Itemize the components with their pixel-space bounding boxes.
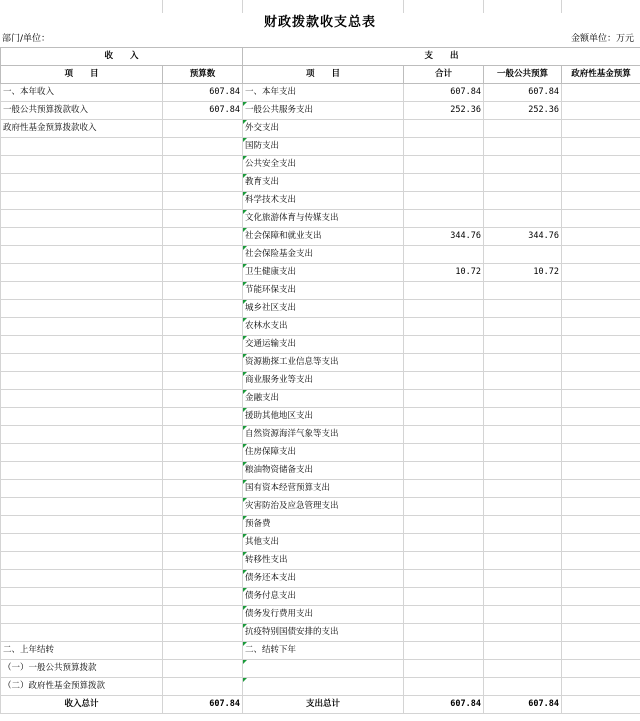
expense-item-cell: 债务付息支出 [243,588,404,606]
general-cell [484,282,562,300]
table-row [1,300,640,318]
expense-total-label: 支出总计 [243,696,404,714]
income-item-cell [1,444,163,462]
table-row [1,444,640,462]
total-cell [404,444,484,462]
budget-cell [163,534,243,552]
income-item-cell [1,264,163,282]
fund-cell [562,462,640,480]
budget-cell [163,390,243,408]
fund-cell [562,246,640,264]
table-row [1,480,640,498]
income-item-cell: 一、本年收入 [1,84,163,102]
budget-cell [163,552,243,570]
income-item-cell [1,570,163,588]
total-cell: 344.76 [404,228,484,246]
budget-cell [163,228,243,246]
fund-cell [562,498,640,516]
budget-cell [163,642,243,660]
expense-item-cell: 援助其他地区支出 [243,408,404,426]
table-row [1,516,640,534]
income-item-cell: 一般公共预算拨款收入 [1,102,163,120]
budget-cell [163,336,243,354]
general-cell [484,336,562,354]
expense-item-cell: 交通运输支出 [243,336,404,354]
total-cell [404,300,484,318]
budget-cell [163,354,243,372]
expense-item-cell: 二、结转下年 [243,642,404,660]
expense-fund-value [562,696,640,714]
budget-cell [163,426,243,444]
table-row [1,156,640,174]
expense-item-cell: 其他支出 [243,534,404,552]
income-total-value: 607.84 [163,696,243,714]
general-cell: 10.72 [484,264,562,282]
table-row [1,264,640,282]
income-item-cell [1,462,163,480]
expense-total-value: 607.84 [404,696,484,714]
expense-item-cell: 社会保险基金支出 [243,246,404,264]
income-item-cell: 二、上年结转 [1,642,163,660]
expense-item-cell [243,678,404,696]
fund-cell [562,84,640,102]
expense-item-cell: 公共安全支出 [243,156,404,174]
budget-cell [163,660,243,678]
budget-cell [163,408,243,426]
budget-cell [163,444,243,462]
total-cell [404,606,484,624]
general-cell: 344.76 [484,228,562,246]
income-section-header: 收 入 [1,48,243,66]
fund-cell [562,174,640,192]
fund-cell [562,606,640,624]
table-row [1,246,640,264]
income-item-cell [1,138,163,156]
expense-item-cell: 文化旅游体育与传媒支出 [243,210,404,228]
budget-cell [163,498,243,516]
income-total-label: 收入总计 [1,696,163,714]
expense-item-cell: 债务发行费用支出 [243,606,404,624]
expense-item-cell: 外交支出 [243,120,404,138]
budget-cell [163,480,243,498]
fund-cell [562,480,640,498]
fund-cell [562,138,640,156]
total-cell [404,156,484,174]
income-item-cell [1,228,163,246]
budget-cell [163,282,243,300]
budget-cell [163,246,243,264]
general-cell [484,642,562,660]
expense-item-cell: 住房保障支出 [243,444,404,462]
budget-cell [163,516,243,534]
department-label: 部门/单位： [2,34,51,44]
expense-item-cell [243,660,404,678]
total-cell: 252.36 [404,102,484,120]
section-header-row [1,48,640,66]
budget-cell [163,570,243,588]
table-row [1,336,640,354]
income-item-cell [1,534,163,552]
total-cell [404,480,484,498]
general-cell [484,534,562,552]
expense-item-cell: 转移性支出 [243,552,404,570]
col-header-budget: 预算数 [163,66,243,84]
col-header-total: 合计 [404,66,484,84]
expense-item-cell: 一般公共服务支出 [243,102,404,120]
total-cell [404,534,484,552]
expense-item-cell: 债务还本支出 [243,570,404,588]
expense-item-cell: 节能环保支出 [243,282,404,300]
fund-cell [562,588,640,606]
income-item-cell [1,426,163,444]
total-cell: 607.84 [404,84,484,102]
general-cell [484,570,562,588]
expense-item-cell: 金融支出 [243,390,404,408]
budget-cell [163,174,243,192]
table-row [1,552,640,570]
table-row [1,498,640,516]
fund-cell [562,444,640,462]
total-cell [404,246,484,264]
general-cell [484,588,562,606]
expense-item-cell: 科学技术支出 [243,192,404,210]
fund-cell [562,210,640,228]
general-cell [484,606,562,624]
expense-general-value: 607.84 [484,696,562,714]
budget-cell [163,588,243,606]
budget-cell [163,462,243,480]
budget-cell [163,156,243,174]
expense-item-cell: 抗疫特别国债安排的支出 [243,624,404,642]
income-item-cell [1,408,163,426]
totals-row [1,696,640,714]
total-cell [404,192,484,210]
fund-cell [562,156,640,174]
total-cell [404,642,484,660]
income-item-cell [1,282,163,300]
budget-cell: 607.84 [163,102,243,120]
general-cell [484,174,562,192]
general-cell [484,354,562,372]
general-cell [484,678,562,696]
income-item-cell: （二）政府性基金预算拨款 [1,678,163,696]
table-row [1,228,640,246]
income-item-cell [1,318,163,336]
total-cell [404,624,484,642]
total-cell [404,174,484,192]
total-cell [404,138,484,156]
fund-cell [562,408,640,426]
income-item-cell: 政府性基金预算拨款收入 [1,120,163,138]
fund-cell [562,372,640,390]
table-row [1,84,640,102]
total-cell [404,426,484,444]
general-cell [484,624,562,642]
general-cell: 252.36 [484,102,562,120]
total-cell [404,516,484,534]
total-cell [404,210,484,228]
general-cell [484,660,562,678]
general-cell [484,318,562,336]
income-item-cell [1,354,163,372]
general-cell: 607.84 [484,84,562,102]
general-cell [484,516,562,534]
total-cell [404,120,484,138]
general-cell [484,444,562,462]
total-cell [404,336,484,354]
total-cell [404,408,484,426]
col-header-general: 一般公共预算 [484,66,562,84]
total-cell [404,282,484,300]
col-header-income-item: 项 目 [1,66,163,84]
budget-cell [163,606,243,624]
expense-item-cell: 卫生健康支出 [243,264,404,282]
income-item-cell [1,372,163,390]
fund-cell [562,660,640,678]
income-item-cell [1,246,163,264]
income-item-cell [1,390,163,408]
expense-section-header: 支 出 [243,48,640,66]
budget-cell [163,210,243,228]
table-row [1,426,640,444]
general-cell [484,192,562,210]
top-gridline-row [0,0,640,13]
fund-cell [562,102,640,120]
fund-cell [562,318,640,336]
general-cell [484,246,562,264]
general-cell [484,138,562,156]
income-item-cell [1,336,163,354]
total-cell [404,588,484,606]
table-row [1,192,640,210]
table-row [1,318,640,336]
total-cell [404,570,484,588]
table-row [1,390,640,408]
income-item-cell [1,300,163,318]
fund-cell [562,516,640,534]
budget-cell [163,624,243,642]
page-title: 财政拨款收支总表 [263,15,376,30]
fund-cell [562,336,640,354]
budget-cell [163,264,243,282]
column-header-row [1,66,640,84]
income-item-cell [1,516,163,534]
table-row [1,462,640,480]
general-cell [484,372,562,390]
expense-item-cell: 教育支出 [243,174,404,192]
expense-item-cell: 农林水支出 [243,318,404,336]
fund-cell [562,624,640,642]
income-item-cell [1,156,163,174]
budget-table [0,47,640,714]
income-item-cell [1,552,163,570]
table-row [1,138,640,156]
fund-cell [562,354,640,372]
expense-item-cell: 国防支出 [243,138,404,156]
table-row [1,570,640,588]
budget-cell [163,318,243,336]
general-cell [484,408,562,426]
table-row [1,678,640,696]
expense-item-cell: 城乡社区支出 [243,300,404,318]
total-cell [404,372,484,390]
fund-cell [562,552,640,570]
total-cell [404,678,484,696]
income-item-cell [1,498,163,516]
budget-cell [163,372,243,390]
income-item-cell [1,192,163,210]
fund-cell [562,192,640,210]
total-cell [404,354,484,372]
table-row [1,210,640,228]
general-cell [484,498,562,516]
fund-cell [562,678,640,696]
table-row [1,102,640,120]
general-cell [484,390,562,408]
income-item-cell [1,606,163,624]
general-cell [484,426,562,444]
general-cell [484,480,562,498]
expense-item-cell: 社会保障和就业支出 [243,228,404,246]
fund-cell [562,390,640,408]
general-cell [484,462,562,480]
fund-cell [562,426,640,444]
expense-item-cell: 自然资源海洋气象等支出 [243,426,404,444]
expense-item-cell: 商业服务业等支出 [243,372,404,390]
table-row [1,282,640,300]
budget-cell: 607.84 [163,84,243,102]
total-cell [404,390,484,408]
total-cell [404,498,484,516]
table-row [1,624,640,642]
expense-item-cell: 灾害防治及应急管理支出 [243,498,404,516]
table-row [1,588,640,606]
income-item-cell [1,480,163,498]
total-cell [404,552,484,570]
fund-cell [562,282,640,300]
budget-cell [163,138,243,156]
income-item-cell: （一）一般公共预算拨款 [1,660,163,678]
income-item-cell [1,210,163,228]
table-row [1,120,640,138]
expense-item-cell: 国有资本经营预算支出 [243,480,404,498]
table-row [1,372,640,390]
budget-cell [163,192,243,210]
total-cell [404,318,484,336]
income-item-cell [1,174,163,192]
total-cell [404,462,484,480]
table-row [1,174,640,192]
table-row [1,660,640,678]
general-cell [484,156,562,174]
expense-item-cell: 资源勘探工业信息等支出 [243,354,404,372]
general-cell [484,300,562,318]
total-cell [404,660,484,678]
unit-label: 金额单位：万元 [570,34,634,44]
col-header-fund: 政府性基金预算 [562,66,640,84]
expense-item-cell: 预备费 [243,516,404,534]
income-item-cell [1,588,163,606]
budget-cell [163,120,243,138]
table-row [1,534,640,552]
income-item-cell [1,624,163,642]
table-row [1,354,640,372]
table-row [1,408,640,426]
general-cell [484,120,562,138]
fund-cell [562,642,640,660]
general-cell [484,210,562,228]
total-cell: 10.72 [404,264,484,282]
table-row [1,642,640,660]
fund-cell [562,264,640,282]
expense-item-cell: 一、本年支出 [243,84,404,102]
fund-cell [562,570,640,588]
fund-cell [562,300,640,318]
fund-cell [562,534,640,552]
col-header-expense-item: 项 目 [243,66,404,84]
general-cell [484,552,562,570]
fund-cell [562,120,640,138]
table-row [1,606,640,624]
budget-cell [163,678,243,696]
fund-cell [562,228,640,246]
expense-item-cell: 粮油物资储备支出 [243,462,404,480]
budget-cell [163,300,243,318]
